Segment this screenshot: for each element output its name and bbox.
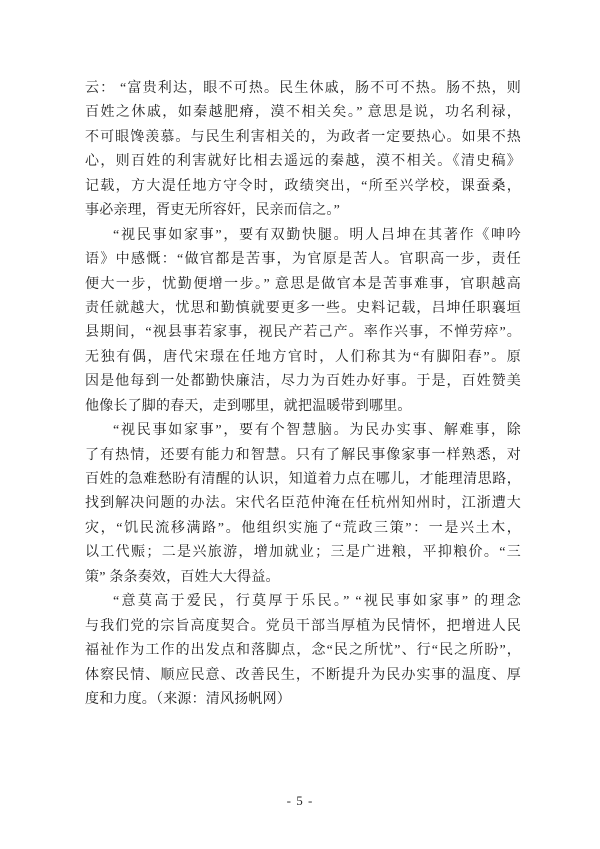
text-line: 云： “富贵利达，眼不可热。民生休戚，肠不可不热。肠不热，则 bbox=[85, 81, 521, 96]
text-line: 责任就越大，忧思和勤慎就要更多一些。史料记载，吕坤任职襄垣 bbox=[85, 300, 521, 316]
text-line: 策” 条条奏效，百姓大大得益。 bbox=[85, 569, 280, 585]
text-line: 因是他每到一处都勤快廉洁，尽力为百姓办好事。于是，百姓赞美 bbox=[85, 374, 521, 390]
text-line: “意莫高于爱民，行莫厚于乐民。” “视民事如家事” 的理念 bbox=[113, 594, 521, 610]
text-line: 他像长了脚的春天，走到哪里，就把温暖带到哪里。 bbox=[85, 398, 412, 414]
text-line: 语》中感慨：“做官都是苦事，为官原是苦人。官职高一步，责任 bbox=[85, 252, 521, 268]
text-line: 度和力度。（来源：清风扬帆网） bbox=[85, 691, 291, 707]
text-line: 记载，方大湜任地方守令时，政绩突出，“所至兴学校，课蚕桑， bbox=[85, 178, 521, 194]
text-line: 与我们党的宗旨高度契合。党员干部当厚植为民情怀，把增进人民 bbox=[85, 618, 521, 634]
text-line: 体察民情、顺应民意、改善民生，不断提升为民办实事的温度、厚 bbox=[85, 667, 521, 683]
page-number: - 5 - bbox=[286, 793, 314, 808]
text-line: 百姓之休戚，如秦越肥瘠，漠不相关矣。” 意思是说，功名利禄， bbox=[85, 105, 521, 121]
text-line: 不可眼馋羡慕。与民生利害相关的，为政者一定要热心。如果不热 bbox=[85, 129, 521, 145]
text-line: 福祉作为工作的出发点和落脚点，念“民之所忧”、行“民之所盼”， bbox=[85, 643, 521, 659]
text-line: 灾，“饥民流移满路”。他组织实施了“荒政三策”：一是兴土木， bbox=[85, 520, 521, 536]
text-line: 了有热情，还要有能力和智慧。只有了解民事像家事一样熟悉，对 bbox=[85, 447, 521, 463]
text-line: 百姓的急难愁盼有清醒的认识，知道着力点在哪儿，才能理清思路， bbox=[85, 472, 521, 487]
text-line: 找到解决问题的办法。宋代名臣范仲淹在任杭州知州时，江浙遭大 bbox=[85, 496, 521, 512]
text-line: 县期间，“视县事若家事，视民产若己产。率作兴事，不惮劳瘁”。 bbox=[85, 325, 521, 341]
text-line: “视民事如家事”，要有个智慧脑。为民办实事、解难事，除 bbox=[113, 423, 521, 439]
text-line: 以工代赈；二是兴旅游，增加就业；三是广进粮，平抑粮价。“三 bbox=[85, 545, 521, 561]
text-line: 无独有偶，唐代宋璟在任地方官时，人们称其为“有脚阳春”。原 bbox=[85, 349, 521, 365]
text-line: 便大一步，忧勤便增一步。” 意思是做官本是苦事难事，官职越高 bbox=[85, 276, 521, 292]
text-line: “视民事如家事”，要有双勤快腿。明人吕坤在其著作《呻吟 bbox=[113, 227, 521, 243]
text-line: 事必亲理，胥吏无所容奸，民亲而信之。” bbox=[85, 203, 341, 219]
text-block bbox=[85, 77, 521, 712]
text-line: 心，则百姓的利害就好比相去遥远的秦越，漠不相关。《清史稿》 bbox=[85, 154, 521, 170]
